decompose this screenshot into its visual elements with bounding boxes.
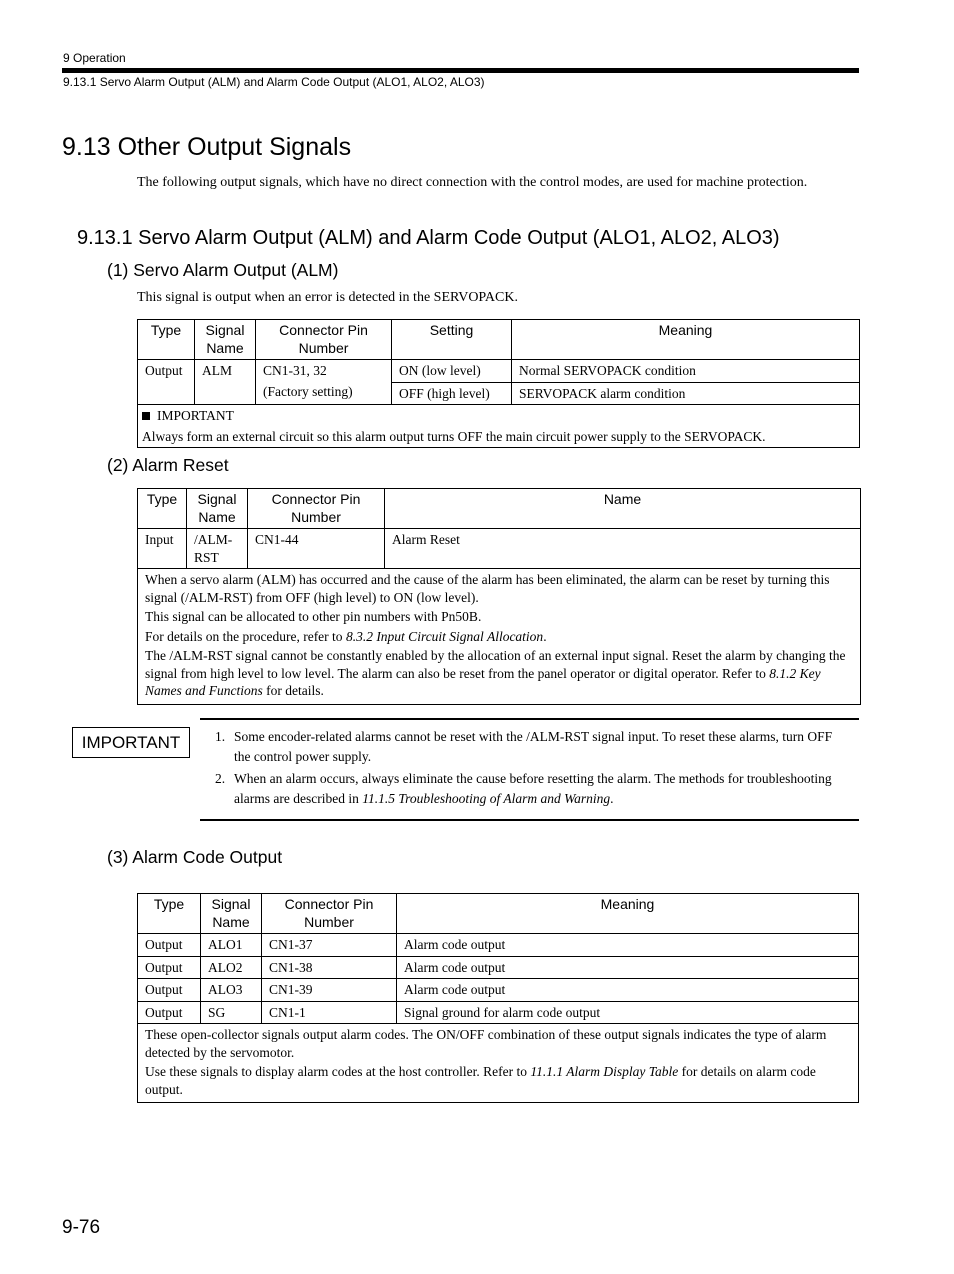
header-type: Type: [138, 894, 201, 934]
header-signal-name: Signal Name: [201, 894, 262, 934]
cell-pin: CN1-44: [248, 529, 385, 569]
list-item: 1. Some encoder-related alarms cannot be reset with the /ALM-RST signal input. To reset these alarms, turn OFF the control power supply.: [215, 729, 833, 764]
servo-alarm-intro: This signal is output when an error is detected in the SERVOPACK.: [137, 290, 518, 305]
important-note-label: IMPORTANT: [157, 408, 234, 423]
note-text: For details on the procedure, refer to 8.3.2 Input Circuit Signal Allocation.: [145, 628, 547, 644]
alarm-code-heading: (3) Alarm Code Output: [107, 847, 283, 867]
header-meaning: Meaning: [397, 894, 859, 934]
square-bullet-icon: [142, 412, 150, 420]
alarm-reset-notes: [138, 569, 861, 705]
header-connector-pin: Connector Pin Number: [256, 320, 392, 360]
header-name: Name: [385, 489, 861, 529]
table-row: Output ALO2 CN1-38 Alarm code output: [138, 956, 859, 979]
alarm-code-notes: [138, 1024, 859, 1103]
pin-line-1: CN1-31, 32: [263, 363, 327, 378]
cell-meaning-on: Normal SERVOPACK condition: [512, 360, 860, 383]
page-number: 9-76: [62, 1217, 101, 1238]
header-setting: Setting: [392, 320, 512, 360]
alarm-reset-heading: (2) Alarm Reset: [107, 455, 229, 475]
important-rule-top: [200, 718, 859, 720]
header-meaning: Meaning: [512, 320, 860, 360]
table-row: Output SG CN1-1 Signal ground for alarm code output: [138, 1001, 859, 1024]
cell-meaning-off: SERVOPACK alarm condition: [512, 382, 860, 405]
important-note-cell: [138, 405, 860, 448]
cell-signal: ALM: [195, 360, 256, 405]
important-label-box: IMPORTANT: [72, 727, 190, 758]
running-header-chapter: 9 Operation: [63, 51, 126, 65]
note-text: Use these signals to display alarm codes at the host controller. Refer to 11.1.1 Alarm Display Table for details on alarm code output.: [145, 1064, 816, 1097]
note-text: These open-collector signals output alarm codes. The ON/OFF combination of these output signals indicates the type of alarm detected by the servomotor.: [145, 1027, 827, 1060]
cross-reference: 8.3.2 Input Circuit Signal Allocation: [345, 628, 544, 644]
cell-setting-on: ON (low level): [392, 360, 512, 383]
header-connector-pin: Connector Pin Number: [248, 489, 385, 529]
cell-name: Alarm Reset: [385, 529, 861, 569]
cross-reference: 8.1.2 Key Names and Functions: [145, 665, 821, 698]
header-rule: [62, 68, 859, 73]
cell-signal: /ALM-RST: [187, 529, 248, 569]
list-item: 2. When an alarm occurs, always eliminate the cause before resetting the alarm. The methods for troubleshooting alarms are described in 11.1.5 Troubleshooting of Alarm and Warning.: [215, 771, 832, 806]
alarm-code-table: [137, 893, 859, 1103]
pin-line-2: (Factory setting): [263, 383, 353, 399]
servo-alarm-table: [137, 319, 860, 448]
table-row: Output ALO3 CN1-39 Alarm code output: [138, 979, 859, 1002]
cell-type: Input: [138, 529, 187, 569]
header-type: Type: [138, 489, 187, 529]
cell-setting-off: OFF (high level): [392, 382, 512, 405]
note-text: The /ALM-RST signal cannot be constantly enabled by the allocation of an external input signal. Reset the alarm by changing the signal from high level to low level. The alarm can also be reset from the panel operator or digital operator. Refer to 8.1.2 Key Names and Functions for details.: [145, 648, 846, 698]
important-rule-bottom: [200, 819, 859, 821]
cross-reference: 11.1.5 Troubleshooting of Alarm and Warning: [362, 791, 611, 806]
subsection-title: 9.13.1 Servo Alarm Output (ALM) and Alarm Code Output (ALO1, ALO2, ALO3): [77, 227, 780, 249]
servo-alarm-heading: (1) Servo Alarm Output (ALM): [107, 260, 339, 280]
header-signal-name: Signal Name: [187, 489, 248, 529]
cell-pin: [256, 360, 392, 405]
cross-reference: 11.1.1 Alarm Display Table: [530, 1064, 679, 1079]
alarm-reset-table: [137, 488, 861, 705]
cell-type: Output: [138, 360, 195, 405]
header-type: Type: [138, 320, 195, 360]
important-note-text: Always form an external circuit so this alarm output turns OFF the main circuit power supply to the SERVOPACK.: [142, 428, 766, 444]
table-row: Output ALO1 CN1-37 Alarm code output: [138, 934, 859, 957]
running-header-section: 9.13.1 Servo Alarm Output (ALM) and Alarm Code Output (ALO1, ALO2, ALO3): [63, 75, 485, 89]
intro-paragraph: The following output signals, which have no direct connection with the control modes, are used for machine protection.: [137, 175, 808, 190]
page-title: 9.13 Other Output Signals: [62, 133, 352, 161]
note-text: When a servo alarm (ALM) has occurred and the cause of the alarm has been eliminated, the alarm can be reset by turning this signal (/ALM-RST) from OFF (high level) to ON (low level).: [145, 572, 830, 605]
note-text: This signal can be allocated to other pin numbers with Pn50B.: [145, 609, 482, 624]
important-list: [215, 727, 845, 811]
header-connector-pin: Connector Pin Number: [262, 894, 397, 934]
header-signal-name: Signal Name: [195, 320, 256, 360]
